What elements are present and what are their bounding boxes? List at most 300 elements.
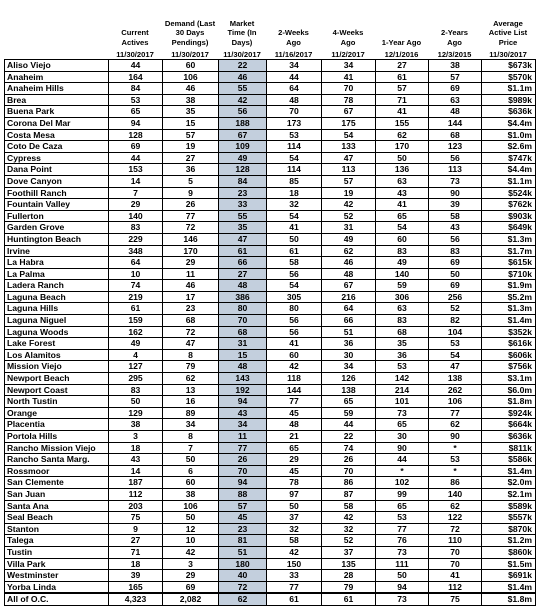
one-year-cell: 49 [376,257,429,269]
header-price-label: Average Active List Price [488,19,528,47]
four-weeks-cell: 67 [322,280,376,292]
two-weeks-cell: 37 [267,512,322,524]
avg-price-cell: $2.1m [482,488,536,500]
current-actives-cell: 348 [109,245,163,257]
avg-price-cell: $747k [482,152,536,164]
two-years-cell: 122 [429,512,482,524]
two-weeks-cell: 41 [267,222,322,234]
city-cell: Brea [5,94,109,106]
demand-cell: 79 [163,361,219,373]
header-demand [162,2,218,59]
table-row [5,442,536,454]
inventory-sheet [4,2,535,606]
one-year-cell: * [376,465,429,477]
market-time-cell: 23 [219,523,267,535]
market-time-cell: 81 [219,535,267,547]
two-years-cell: 43 [429,222,482,234]
demand-cell: 15 [163,117,219,129]
two-weeks-cell: 114 [267,141,322,153]
two-weeks-cell: 70 [267,106,322,118]
avg-price-cell: $2.0m [482,477,536,489]
two-years-cell: 82 [429,315,482,327]
one-year-cell: 83 [376,245,429,257]
current-actives-cell: 69 [109,141,163,153]
four-weeks-cell: 48 [322,268,376,280]
two-weeks-cell: 42 [267,546,322,558]
demand-cell: 34 [163,419,219,431]
city-cell: Fullerton [5,210,109,222]
one-year-cell: 62 [376,129,429,141]
four-weeks-cell: 113 [322,164,376,176]
four-weeks-cell: 51 [322,326,376,338]
demand-cell: 62 [163,373,219,385]
four-weeks-cell: 54 [322,129,376,141]
demand-cell: 50 [163,512,219,524]
one-year-cell: 50 [376,570,429,582]
two-years-cell: 112 [429,581,482,593]
two-weeks-cell: 34 [267,60,322,72]
market-time-cell: 88 [219,488,267,500]
two-weeks-cell: 54 [267,280,322,292]
four-weeks-cell: 26 [322,454,376,466]
avg-price-cell: $989k [482,94,536,106]
city-cell: Garden Grove [5,222,109,234]
demand-cell: 46 [163,83,219,95]
demand-cell: 19 [163,141,219,153]
one-year-cell: 170 [376,141,429,153]
table-row [5,268,536,280]
city-cell: La Palma [5,268,109,280]
current-actives-cell: 43 [109,454,163,466]
two-weeks-cell: 42 [267,361,322,373]
one-year-cell: 61 [376,71,429,83]
market-time-cell: 27 [219,268,267,280]
market-time-cell: 48 [219,361,267,373]
two-years-cell: 69 [429,257,482,269]
two-weeks-cell: 61 [267,245,322,257]
header-1-year-ago [375,2,428,59]
current-actives-cell: 38 [109,419,163,431]
table-row [5,407,536,419]
avg-price-cell: $691k [482,570,536,582]
table-row [5,280,536,292]
market-time-cell: 386 [219,291,267,303]
one-year-cell: 136 [376,164,429,176]
table-row [5,361,536,373]
market-time-cell: 188 [219,117,267,129]
table-row [5,419,536,431]
current-actives-cell: 127 [109,361,163,373]
avg-price-cell: $1.8m [482,396,536,408]
table-row [5,384,536,396]
market-time-cell: 70 [219,465,267,477]
two-years-cell: * [429,465,482,477]
city-cell: Rossmoor [5,465,109,477]
two-years-cell: 48 [429,106,482,118]
demand-cell: 72 [163,222,219,234]
demand-cell: 2,082 [163,593,219,605]
avg-price-cell: $1.7m [482,245,536,257]
city-cell: Los Alamitos [5,349,109,361]
four-weeks-cell: 138 [322,384,376,396]
avg-price-cell: $756k [482,361,536,373]
market-time-cell: 192 [219,384,267,396]
market-time-cell: 22 [219,60,267,72]
one-year-cell: 63 [376,175,429,187]
four-weeks-cell: 70 [322,465,376,477]
four-weeks-cell: 66 [322,315,376,327]
current-actives-cell: 9 [109,523,163,535]
avg-price-cell: $870k [482,523,536,535]
table-row [5,233,536,245]
four-weeks-cell: 22 [322,431,376,443]
two-weeks-cell: 54 [267,152,322,164]
city-cell: Foothill Ranch [5,187,109,199]
city-cell: Lake Forest [5,338,109,350]
four-weeks-cell: 52 [322,535,376,547]
current-actives-cell: 187 [109,477,163,489]
current-actives-cell: 74 [109,280,163,292]
avg-price-cell: $710k [482,268,536,280]
two-weeks-cell: 114 [267,164,322,176]
demand-cell: 77 [163,210,219,222]
avg-price-cell: $557k [482,512,536,524]
demand-cell: 7 [163,442,219,454]
demand-cell: 38 [163,94,219,106]
two-years-cell: 75 [429,593,482,605]
table-row [5,465,536,477]
two-weeks-cell: 54 [267,210,322,222]
two-years-cell: 110 [429,535,482,547]
current-actives-cell: 229 [109,233,163,245]
one-year-cell: 102 [376,477,429,489]
avg-price-cell: $352k [482,326,536,338]
market-time-cell: 70 [219,315,267,327]
two-weeks-cell: 305 [267,291,322,303]
demand-cell: 106 [163,500,219,512]
avg-price-cell: $1.4m [482,315,536,327]
one-year-cell: 65 [376,419,429,431]
table-row [5,152,536,164]
demand-cell: 68 [163,315,219,327]
city-cell: Cypress [5,152,109,164]
market-time-cell: 34 [219,419,267,431]
current-actives-cell: 165 [109,581,163,593]
four-weeks-cell: 86 [322,477,376,489]
one-year-cell: 41 [376,199,429,211]
two-weeks-cell: 45 [267,407,322,419]
two-weeks-cell: 44 [267,71,322,83]
table-row [5,431,536,443]
current-actives-cell: 140 [109,210,163,222]
four-weeks-cell: 78 [322,94,376,106]
one-year-cell: 27 [376,60,429,72]
table-row [5,558,536,570]
avg-price-cell: $570k [482,71,536,83]
header-market-date: 11/30/2017 [223,49,261,59]
two-years-cell: 113 [429,164,482,176]
demand-cell: 69 [163,581,219,593]
two-years-cell: 69 [429,83,482,95]
demand-cell: 5 [163,175,219,187]
four-weeks-cell: 42 [322,512,376,524]
one-year-cell: 99 [376,488,429,500]
two-years-cell: 58 [429,210,482,222]
avg-price-cell: $1.3m [482,233,536,245]
current-actives-cell: 4,323 [109,593,163,605]
table-row [5,303,536,315]
one-year-cell: 71 [376,94,429,106]
header-avg-list-price [481,2,535,59]
avg-price-cell: $811k [482,442,536,454]
avg-price-cell: $636k [482,106,536,118]
two-weeks-cell: 56 [267,268,322,280]
market-time-cell: 46 [219,71,267,83]
four-weeks-cell: 28 [322,570,376,582]
market-time-cell: 26 [219,454,267,466]
current-actives-cell: 203 [109,500,163,512]
four-weeks-cell: 34 [322,60,376,72]
four-weeks-cell: 32 [322,523,376,535]
demand-cell: 10 [163,535,219,547]
city-cell: La Habra [5,257,109,269]
current-actives-cell: 27 [109,535,163,547]
two-years-cell: 69 [429,280,482,292]
two-weeks-cell: 80 [267,303,322,315]
city-cell: Placentia [5,419,109,431]
two-years-cell: * [429,442,482,454]
header-w4-label: 4-Weeks Ago [332,28,364,47]
demand-cell: 57 [163,129,219,141]
header-w4-date: 11/2/2017 [331,49,365,59]
header-y2-date: 12/3/2015 [437,49,472,59]
market-time-cell: 143 [219,373,267,385]
table-row [5,291,536,303]
four-weeks-cell: 175 [322,117,376,129]
current-actives-cell: 49 [109,338,163,350]
one-year-cell: 111 [376,558,429,570]
current-actives-cell: 4 [109,349,163,361]
city-cell: Irvine [5,245,109,257]
table-row [5,373,536,385]
two-weeks-cell: 85 [267,175,322,187]
two-years-cell: 72 [429,523,482,535]
one-year-cell: 35 [376,338,429,350]
avg-price-cell: $924k [482,407,536,419]
four-weeks-cell: 30 [322,349,376,361]
avg-price-cell: $1.9m [482,280,536,292]
current-actives-cell: 44 [109,152,163,164]
header-y1-date: 12/1/2016 [384,49,419,59]
table-row [5,581,536,593]
current-actives-cell: 50 [109,396,163,408]
one-year-cell: 73 [376,546,429,558]
demand-cell: 36 [163,164,219,176]
market-time-cell: 57 [219,500,267,512]
two-weeks-cell: 29 [267,454,322,466]
current-actives-cell: 71 [109,546,163,558]
two-weeks-cell: 60 [267,349,322,361]
two-weeks-cell: 56 [267,326,322,338]
demand-cell: 9 [163,187,219,199]
table-body [5,60,536,606]
header-market-time [218,2,266,59]
two-years-cell: 54 [429,349,482,361]
two-years-cell: 144 [429,117,482,129]
demand-cell: 60 [163,60,219,72]
current-actives-cell: 162 [109,326,163,338]
one-year-cell: 90 [376,442,429,454]
two-years-cell: 90 [429,187,482,199]
city-cell: Tustin [5,546,109,558]
city-cell: Laguna Hills [5,303,109,315]
market-time-cell: 77 [219,442,267,454]
avg-price-cell: $616k [482,338,536,350]
current-actives-cell: 29 [109,199,163,211]
avg-price-cell: $1.3m [482,303,536,315]
avg-price-cell: $673k [482,60,536,72]
two-weeks-cell: 173 [267,117,322,129]
city-cell: Talega [5,535,109,547]
four-weeks-cell: 42 [322,199,376,211]
table-row [5,94,536,106]
two-weeks-cell: 118 [267,373,322,385]
header-current-label: Current Actives [121,28,149,47]
two-weeks-cell: 65 [267,442,322,454]
two-years-cell: 104 [429,326,482,338]
table-row [5,570,536,582]
two-years-cell: 68 [429,129,482,141]
two-weeks-cell: 144 [267,384,322,396]
city-cell: Laguna Woods [5,326,109,338]
two-years-cell: 38 [429,60,482,72]
demand-cell: 3 [163,558,219,570]
avg-price-cell: $2.6m [482,141,536,153]
demand-cell: 106 [163,71,219,83]
current-actives-cell: 83 [109,384,163,396]
market-time-cell: 61 [219,245,267,257]
two-years-cell: 57 [429,71,482,83]
market-time-cell: 40 [219,570,267,582]
two-years-cell: 70 [429,546,482,558]
two-weeks-cell: 45 [267,465,322,477]
four-weeks-cell: 58 [322,500,376,512]
table-row [5,199,536,211]
current-actives-cell: 94 [109,117,163,129]
two-weeks-cell: 97 [267,488,322,500]
table-row [5,60,536,72]
city-cell: Buena Park [5,106,109,118]
table-row [5,83,536,95]
one-year-cell: 214 [376,384,429,396]
one-year-cell: 65 [376,210,429,222]
demand-cell: 47 [163,338,219,350]
four-weeks-cell: 126 [322,373,376,385]
table-row [5,245,536,257]
four-weeks-cell: 36 [322,338,376,350]
city-cell: Rancho Santa Marg. [5,454,109,466]
current-actives-cell: 61 [109,303,163,315]
city-cell: Laguna Beach [5,291,109,303]
two-weeks-cell: 61 [267,593,322,605]
one-year-cell: 36 [376,349,429,361]
two-weeks-cell: 48 [267,94,322,106]
current-actives-cell: 18 [109,558,163,570]
two-weeks-cell: 21 [267,431,322,443]
city-cell: All of O.C. [5,593,109,605]
avg-price-cell: $1.5m [482,558,536,570]
header-current-date: 11/30/2017 [116,49,154,59]
table-row [5,523,536,535]
two-weeks-cell: 18 [267,187,322,199]
one-year-cell: 77 [376,523,429,535]
avg-price-cell: $860k [482,546,536,558]
market-time-cell: 55 [219,210,267,222]
one-year-cell: 41 [376,106,429,118]
two-years-cell: 47 [429,361,482,373]
avg-price-cell: $636k [482,431,536,443]
avg-price-cell: $1.2m [482,535,536,547]
avg-price-cell: $1.4m [482,465,536,477]
city-cell: North Tustin [5,396,109,408]
avg-price-cell: $615k [482,257,536,269]
market-time-cell: 84 [219,175,267,187]
market-time-cell: 48 [219,280,267,292]
demand-cell: 11 [163,268,219,280]
table-row [5,187,536,199]
city-cell: Ladera Ranch [5,280,109,292]
one-year-cell: 60 [376,233,429,245]
four-weeks-cell: 65 [322,396,376,408]
four-weeks-cell: 47 [322,152,376,164]
two-weeks-cell: 58 [267,535,322,547]
current-actives-cell: 18 [109,442,163,454]
one-year-cell: 76 [376,535,429,547]
two-years-cell: 53 [429,454,482,466]
market-time-cell: 128 [219,164,267,176]
market-time-cell: 47 [219,233,267,245]
table-row [5,164,536,176]
market-time-cell: 31 [219,338,267,350]
one-year-cell: 73 [376,593,429,605]
demand-cell: 26 [163,199,219,211]
avg-price-cell: $1.1m [482,175,536,187]
two-years-cell: 39 [429,199,482,211]
current-actives-cell: 159 [109,315,163,327]
demand-cell: 17 [163,291,219,303]
avg-price-cell: $3.1m [482,373,536,385]
market-time-cell: 45 [219,512,267,524]
demand-cell: 38 [163,488,219,500]
four-weeks-cell: 49 [322,233,376,245]
two-weeks-cell: 77 [267,396,322,408]
four-weeks-cell: 87 [322,488,376,500]
one-year-cell: 30 [376,431,429,443]
demand-cell: 13 [163,384,219,396]
city-cell: Newport Beach [5,373,109,385]
two-years-cell: 83 [429,245,482,257]
current-actives-cell: 219 [109,291,163,303]
header-w2-label: 2-Weeks Ago [278,28,309,47]
header-demand-date: 11/30/2017 [171,49,209,59]
two-years-cell: 106 [429,396,482,408]
two-years-cell: 62 [429,500,482,512]
demand-cell: 50 [163,454,219,466]
current-actives-cell: 128 [109,129,163,141]
four-weeks-cell: 216 [322,291,376,303]
demand-cell: 23 [163,303,219,315]
one-year-cell: 53 [376,361,429,373]
